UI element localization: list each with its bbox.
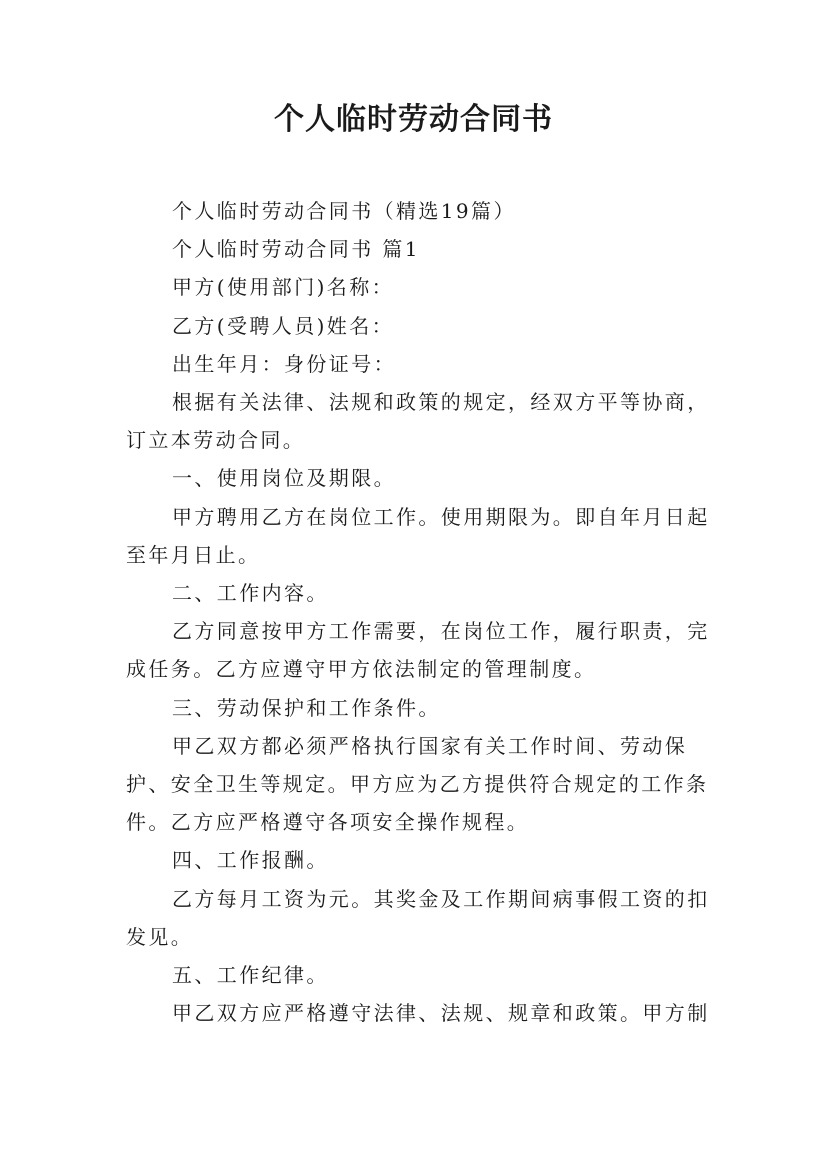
paragraph: 根据有关法律、法规和政策的规定，经双方平等协商，订立本劳动合同。 (126, 390, 710, 453)
paragraph: 个人临时劳动合同书（精选19篇） (172, 199, 516, 223)
document-body (126, 192, 716, 1032)
paragraph: 乙方每月工资为元。其奖金及工作期间病事假工资的扣发见。 (126, 886, 710, 949)
paragraph: 出生年月：身份证号： (172, 351, 396, 376)
paragraph: 乙方(受聘人员)姓名： (172, 313, 395, 338)
paragraph: 二、工作内容。 (172, 581, 329, 606)
paragraph: 甲乙双方应严格遵守法律、法规、规章和政策。甲方制 (172, 1001, 710, 1026)
document-title: 个人临时劳动合同书 (274, 102, 553, 137)
paragraph: 一、使用岗位及期限。 (172, 466, 396, 491)
paragraph: 三、劳动保护和工作条件。 (172, 695, 441, 720)
paragraph: 个人临时劳动合同书 篇1 (172, 237, 420, 262)
paragraph: 甲乙双方都必须严格执行国家有关工作时间、劳动保护、安全卫生等规定。甲方应为乙方提供符合规定的工作条件。乙方应严格遵守各项安全操作规程。 (126, 733, 709, 835)
paragraph: 甲方聘用乙方在岗位工作。使用期限为。即自年月日起至年月日止。 (126, 504, 710, 567)
paragraph: 乙方同意按甲方工作需要，在岗位工作，履行职责，完成任务。乙方应遵守甲方依法制定的管理制度。 (126, 619, 710, 682)
paragraph: 五、工作纪律。 (172, 963, 329, 988)
paragraph: 甲方(使用部门)名称： (172, 275, 395, 300)
paragraph: 四、工作报酬。 (172, 848, 329, 873)
